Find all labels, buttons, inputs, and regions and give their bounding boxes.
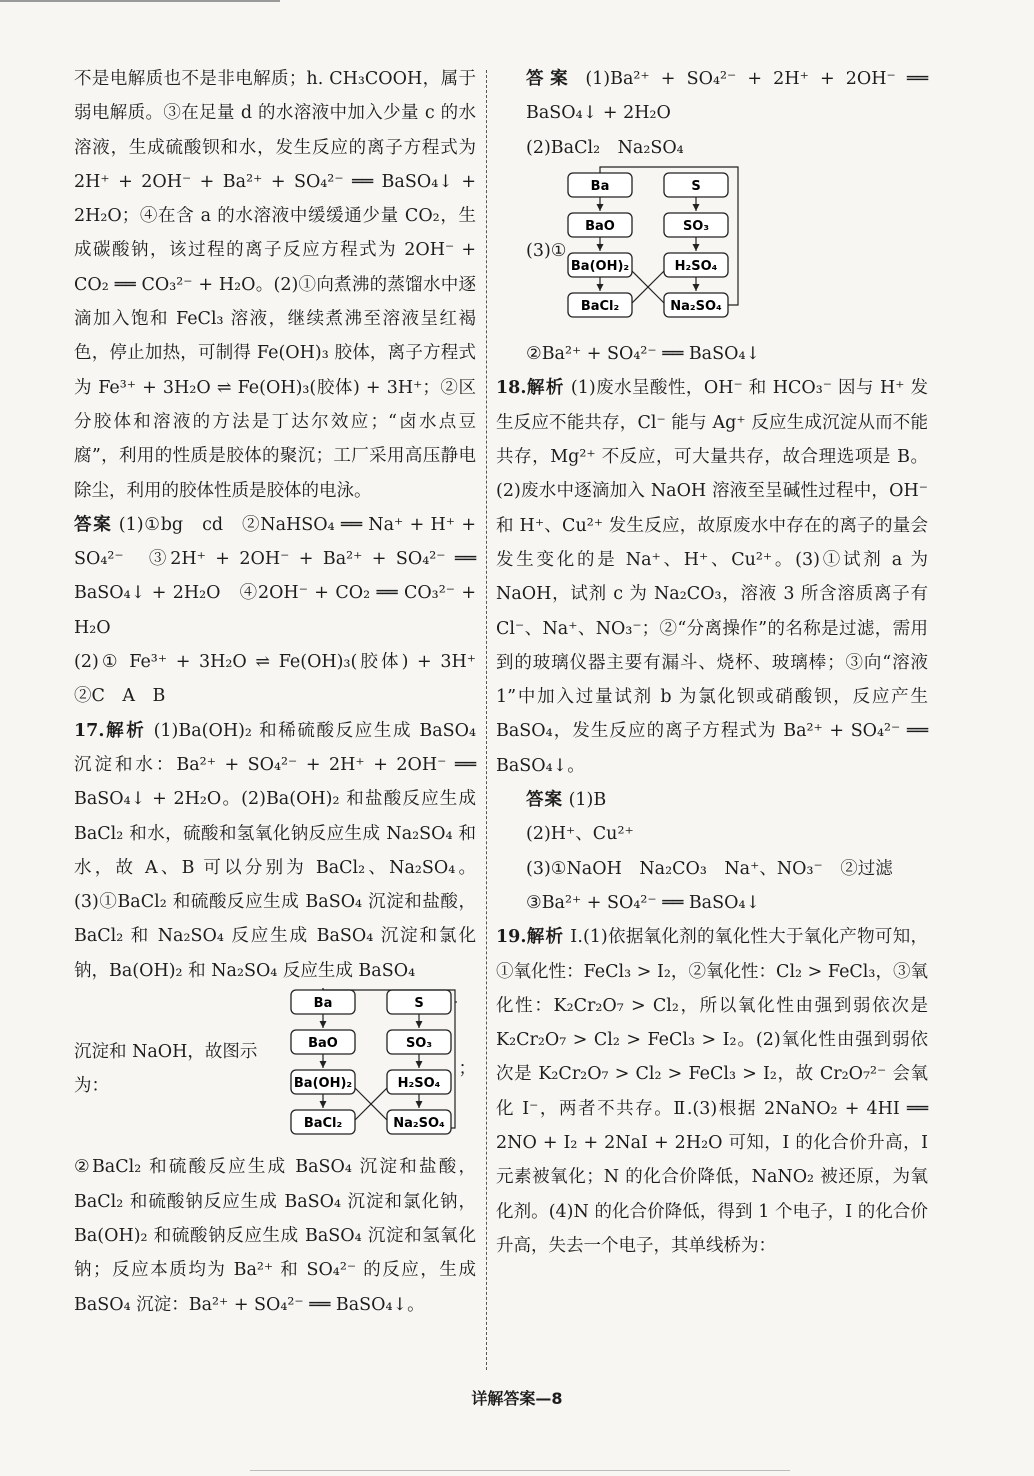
- reaction-diagram-right: [566, 165, 746, 337]
- answer16-line2: (2)① Fe³⁺ + 3H₂O ⇌ Fe(OH)₃(胶体) + 3H⁺ ②C A B: [74, 652, 494, 707]
- node-label: SO₃: [405, 1036, 432, 1052]
- left-column: [74, 62, 494, 1322]
- node-label: Ba(OH)₂: [571, 258, 630, 274]
- reaction-diagram-svg: [289, 988, 459, 1138]
- q18-analysis: [496, 371, 928, 783]
- analysis-label: 解析: [526, 378, 565, 399]
- diagram-prefix: 沉淀和 NaOH，故图示为：: [74, 1041, 258, 1097]
- node-label: S: [413, 996, 424, 1012]
- answer17-diagram-line: [496, 165, 928, 337]
- answer-label: 答案: [74, 514, 113, 535]
- node-label: Na₂SO₄: [392, 1116, 445, 1132]
- node-label: H₂SO₄: [397, 1076, 440, 1092]
- question-number: 17.: [74, 720, 105, 741]
- q18-text: (1)废水呈酸性，OH⁻ 和 HCO₃⁻ 因与 H⁺ 发生反应不能共存，Cl⁻ 能与 Ag⁺ 反应生成沉淀从而不能共存，Mg²⁺ 不反应，可大量共存，故合理选项是 B。(2)废水中逐滴加入 NaOH 溶液至呈碱性过程中，OH⁻ 和 H⁺、Cu²⁺ 发生反应，故原废水中存在的离子的量会发生变化的是 Na⁺、H⁺、Cu²⁺。(3)①试剂 a 为 NaOH，试剂 c 为 Na₂CO₃，溶液 3 所含溶质离子有 Cl⁻、Na⁺、NO₃⁻；②“分离操作”的名称是过滤，需用到的玻璃仪器主要有漏斗、烧杯、玻璃棒；③向“溶液 1”中加入过量试剂 b 为氯化钡或硝酸钡，反应产生 BaSO₄，发生反应的离子方程式为 Ba²⁺ + SO₄²⁻ ══ BaSO₄↓。: [496, 378, 928, 776]
- node-label: BaO: [307, 1036, 338, 1052]
- bottom-rule: [250, 1470, 790, 1471]
- diagram-suffix: ；: [458, 1059, 476, 1080]
- node-label: BaO: [585, 218, 616, 234]
- q17-diagram-line: [74, 988, 476, 1150]
- analysis-label: 解析: [526, 927, 565, 948]
- answer17-line1: (1)Ba²⁺ + SO₄²⁻ + 2H⁺ + 2OH⁻ ══ BaSO₄↓ + 2H₂O: [526, 69, 928, 124]
- answer16-line1: (1)①bg cd ②NaHSO₄ ══ Na⁺ + H⁺ + SO₄²⁻ ③2H⁺ + 2OH⁻ + Ba²⁺ + SO₄²⁻ ══ BaSO₄↓ + 2H₂O ④2OH⁻ + CO₂ ══ CO₃²⁻ + H₂O: [74, 514, 476, 638]
- answer18-line3: (3)①NaOH Na₂CO₃ Na⁺、NO₃⁻ ②过滤: [526, 858, 893, 879]
- diagram-prefix: (3)①: [526, 240, 567, 261]
- q19-text: Ⅰ.(1)依据氧化剂的氧化性大于氧化产物可知，①氧化性：FeCl₃ > I₂，②氧化性：Cl₂ > FeCl₃，③氧化性：K₂Cr₂O₇ > Cl₂，所以氧化性由强到弱依次是 K₂Cr₂O₇ > Cl₂ > FeCl₃ > I₂。(2)氧化性由强到弱依次是 K₂Cr₂O₇ > Cl₂ > FeCl₃ > I₂，故 Cr₂O₇²⁻ 会氧化 I⁻，两者不共存。Ⅱ.(3)根据 2NaNO₂ + 4HI ══ 2NO + I₂ + 2NaI + 2H₂O 可知，I 的化合价升高，I 元素被氧化；N 的化合价降低，NaNO₂ 被还原，为氧化剂。(4)N 的化合价降低，得到 1 个电子，I 的化合价升高，失去一个电子，其单线桥为：: [496, 927, 928, 1256]
- node-label: Na₂SO₄: [670, 298, 723, 314]
- q17-analysis: [74, 714, 476, 988]
- q17-text: (1)Ba(OH)₂ 和稀硫酸反应生成 BaSO₄ 沉淀和水：Ba²⁺ + SO₄²⁻ + 2H⁺ + 2OH⁻ ══ BaSO₄↓ + 2H₂O。(2)Ba(OH)₂ 和盐酸反应生成 BaCl₂ 和水，硫酸和氢氧化钠反应生成 Na₂SO₄ 和水，故 A、B 可以分别为 BaCl₂、Na₂SO₄。(3)①BaCl₂ 和硫酸反应生成 BaSO₄ 沉淀和盐酸，BaCl₂ 和 Na₂SO₄ 反应生成 BaSO₄ 沉淀和氯化钠，Ba(OH)₂ 和 Na₂SO₄ 反应生成 BaSO₄: [74, 720, 476, 981]
- node-label: H₂SO₄: [675, 258, 718, 274]
- right-column: [496, 62, 928, 1263]
- analysis-label: 解析: [104, 720, 147, 741]
- node-label: SO₃: [683, 218, 710, 234]
- column-divider: [486, 70, 487, 1370]
- answer16: [74, 508, 476, 645]
- node-label: Ba: [313, 996, 332, 1012]
- reaction-diagram-left: [289, 988, 459, 1150]
- node-label: S: [691, 178, 702, 194]
- answer17-line3: ②Ba²⁺ + SO₄²⁻ ══ BaSO₄↓: [526, 344, 761, 365]
- q17-text2: ②BaCl₂ 和硫酸反应生成 BaSO₄ 沉淀和盐酸，BaCl₂ 和硫酸钠反应生成 BaSO₄ 沉淀和氯化钠，Ba(OH)₂ 和硫酸钠反应生成 BaSO₄ 沉淀和氢氧化钠；反应本质均为 Ba²⁺ 和 SO₄²⁻ 的反应，生成 BaSO₄ 沉淀：Ba²⁺ + SO₄²⁻ ══ BaSO₄↓。: [74, 1157, 476, 1315]
- answer18-line1: (1)B: [568, 790, 607, 811]
- node-label: BaCl₂: [303, 1116, 342, 1132]
- answer-label: 答案: [526, 790, 563, 811]
- question-number: 18.: [496, 378, 527, 399]
- answer18-line2: (2)H⁺、Cu²⁺: [526, 824, 634, 845]
- answer17: [496, 62, 928, 131]
- node-label: BaCl₂: [581, 298, 620, 314]
- answer18-line4: ③Ba²⁺ + SO₄²⁻ ══ BaSO₄↓: [526, 892, 761, 913]
- q19-analysis: [496, 920, 928, 1263]
- page-footer: 详解答案—8: [471, 1389, 563, 1408]
- answer18: [496, 783, 928, 817]
- question-number: 19.: [496, 927, 527, 948]
- top-rule: [0, 0, 280, 2]
- node-label: Ba: [591, 178, 610, 194]
- answer17-line2: (2)BaCl₂ Na₂SO₄: [526, 137, 684, 158]
- reaction-diagram-svg: [566, 165, 746, 325]
- node-label: Ba(OH)₂: [293, 1076, 352, 1092]
- answer-label: 答案: [526, 69, 575, 89]
- q16-analysis-continued: 不是电解质也不是非电解质；h. CH₃COOH，属于弱电解质。③在足量 d 的水溶液中加入少量 c 的水溶液，生成硫酸钡和水，发生反应的离子方程式为 2H⁺ + 2OH⁻ + Ba²⁺ + SO₄²⁻ ══ BaSO₄↓ + 2H₂O；④在含 a 的水溶液中缓缓通少量 CO₂，生成碳酸钠，该过程的离子反应方程式为 2OH⁻ + CO₂ ══ CO₃²⁻ + H₂O。(2)①向煮沸的蒸馏水中逐滴加入饱和 FeCl₃ 溶液，继续煮沸至溶液呈红褐色，停止加热，可制得 Fe(OH)₃ 胶体，离子方程式为 Fe³⁺ + 3H₂O ⇌ Fe(OH)₃(胶体) + 3H⁺；②区分胶体和溶液的方法是丁达尔效应；“卤水点豆腐”，利用的性质是胶体的聚沉；工厂采用高压静电除尘，利用的胶体性质是胶体的电泳。: [74, 69, 476, 501]
